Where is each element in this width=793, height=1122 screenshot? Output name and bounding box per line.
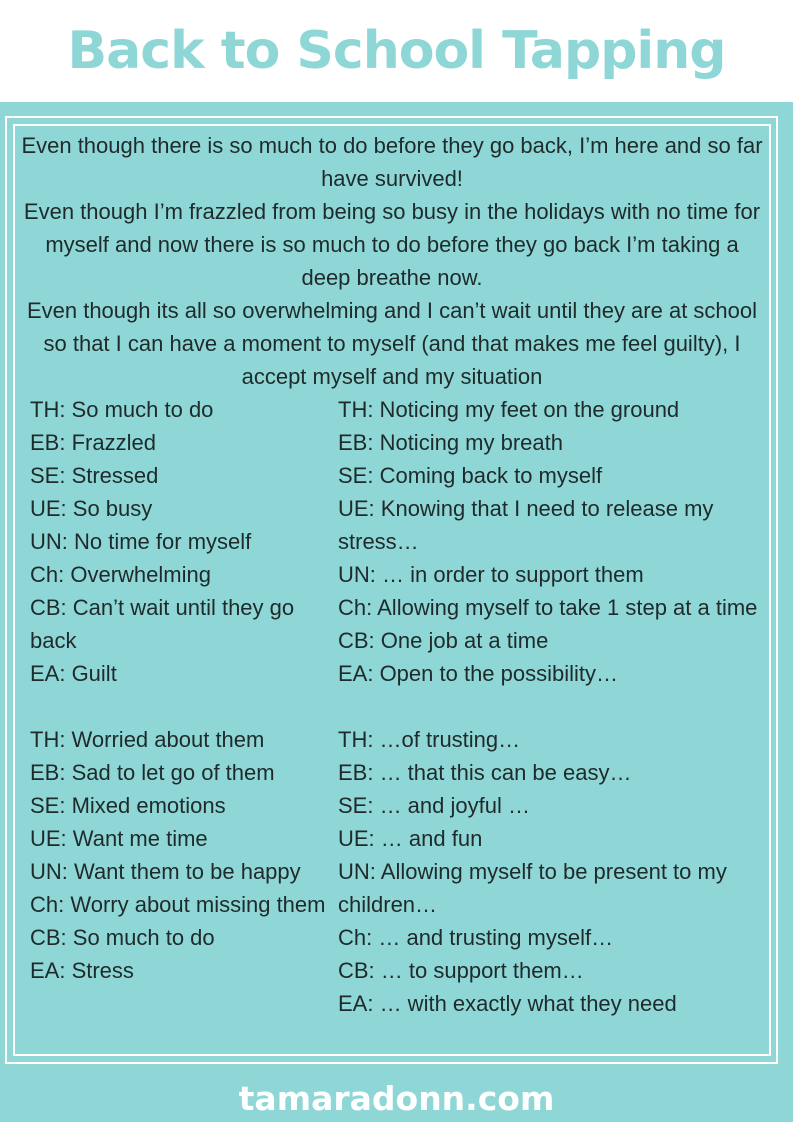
left-line: CB: Can’t wait until they go back bbox=[30, 595, 295, 653]
right-line: UN: Allowing myself to be present to my children… bbox=[338, 859, 727, 917]
left-line: EB: Sad to let go of them bbox=[30, 760, 275, 785]
page-title: Back to School Tapping bbox=[67, 21, 726, 81]
right-line: TH: …of trusting… bbox=[338, 727, 521, 752]
intro-statements bbox=[18, 129, 766, 393]
left-line: SE: Stressed bbox=[30, 463, 159, 488]
left-line: Ch: Worry about missing them bbox=[30, 892, 326, 917]
setup-statement-2: Even though I’m frazzled from being so busy in the holidays with no time for myself and now there is so much to do before they go back I’m taking a deep breathe now. bbox=[23, 199, 761, 290]
right-line: EB: Noticing my breath bbox=[338, 430, 563, 455]
left-line: TH: So much to do bbox=[30, 397, 214, 422]
setup-statement-1: Even though there is so much to do before they go back, I’m here and so far have survived! bbox=[21, 133, 763, 191]
tapping-columns bbox=[18, 393, 766, 1020]
website-url: tamaradonn.com bbox=[238, 1078, 555, 1118]
right-line: Ch: … and trusting myself… bbox=[338, 925, 614, 950]
header bbox=[0, 0, 793, 102]
left-line: EA: Stress bbox=[30, 958, 134, 983]
right-line: CB: … to support them… bbox=[338, 958, 584, 983]
setup-statement-3: Even though its all so overwhelming and I can’t wait until they are at school so that I can have a moment to myself (and that makes me feel guilty), I accept myself and my situation bbox=[26, 298, 758, 389]
right-spacer bbox=[338, 690, 766, 723]
right-line: UE: Knowing that I need to release my stress… bbox=[338, 496, 714, 554]
right-line: TH: Noticing my feet on the ground bbox=[338, 397, 680, 422]
right-line: CB: One job at a time bbox=[338, 628, 549, 653]
content-area bbox=[18, 129, 766, 1020]
left-line: EB: Frazzled bbox=[30, 430, 156, 455]
left-line: SE: Mixed emotions bbox=[30, 793, 226, 818]
left-line: UE: Want me time bbox=[30, 826, 208, 851]
left-line: UE: So busy bbox=[30, 496, 153, 521]
footer bbox=[0, 1074, 793, 1122]
right-line: EA: … with exactly what they need bbox=[338, 991, 677, 1016]
right-line: SE: Coming back to myself bbox=[338, 463, 603, 488]
left-line: EA: Guilt bbox=[30, 661, 117, 686]
left-column bbox=[18, 393, 338, 1020]
left-spacer bbox=[30, 690, 338, 723]
right-line: EA: Open to the possibility… bbox=[338, 661, 619, 686]
right-column bbox=[338, 393, 766, 1020]
left-line: CB: So much to do bbox=[30, 925, 215, 950]
right-line: UE: … and fun bbox=[338, 826, 483, 851]
left-line: UN: Want them to be happy bbox=[30, 859, 301, 884]
left-line: UN: No time for myself bbox=[30, 529, 252, 554]
left-line: TH: Worried about them bbox=[30, 727, 265, 752]
left-line: Ch: Overwhelming bbox=[30, 562, 211, 587]
right-line: UN: … in order to support them bbox=[338, 562, 644, 587]
right-line: SE: … and joyful … bbox=[338, 793, 530, 818]
right-line: Ch: Allowing myself to take 1 step at a time bbox=[338, 595, 758, 620]
right-line: EB: … that this can be easy… bbox=[338, 760, 632, 785]
